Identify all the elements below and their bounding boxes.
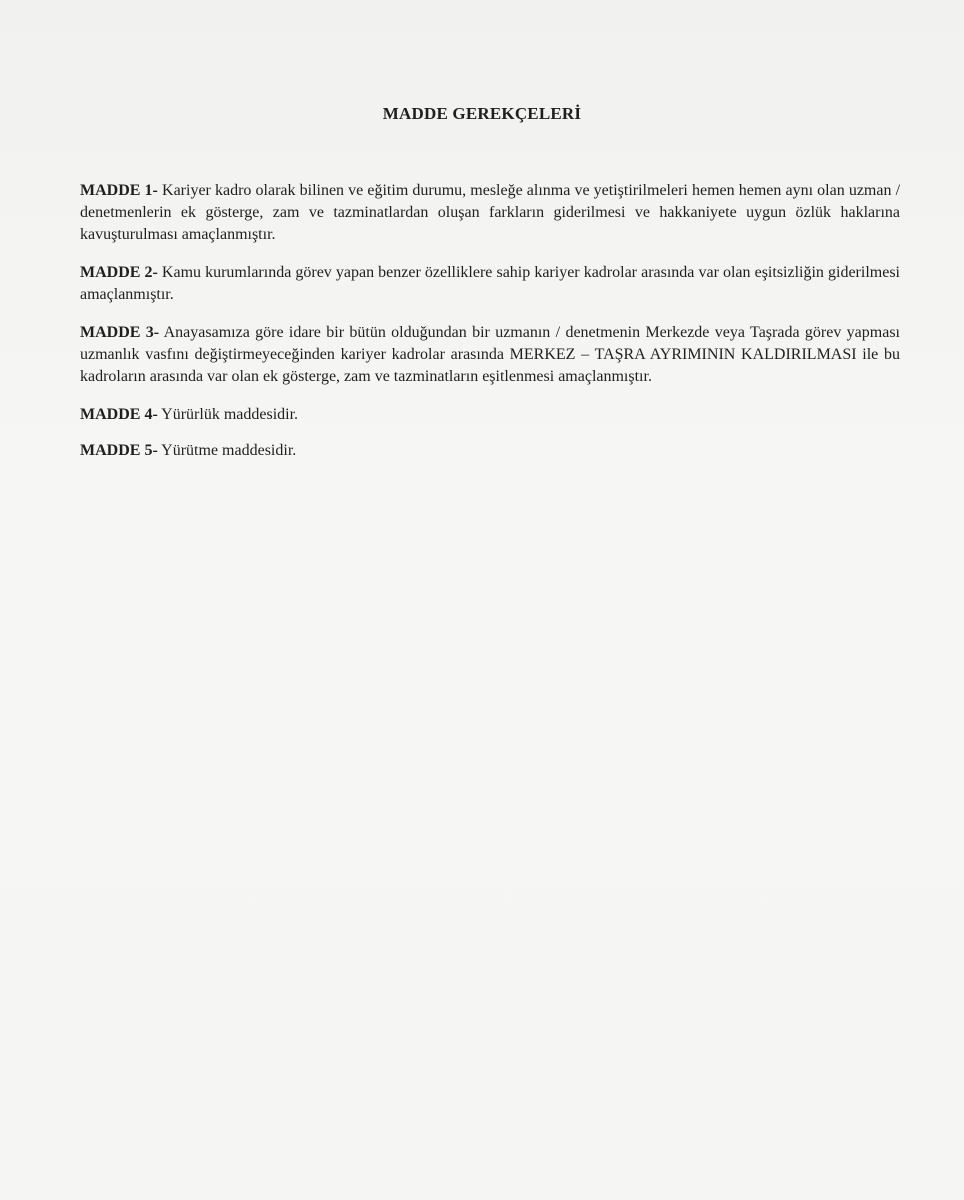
- article-1-text: Kariyer kadro olarak bilinen ve eğitim durumu, mesleğe alınma ve yetiştirilmeleri hemen hemen aynı olan uzman / denetmenlerin ek gösterge, zam ve tazminatlardan oluşan farkların giderilmesi ve hakkaniyete uygun özlük haklarına kavuşturulması amaçlanmıştır.: [80, 182, 901, 243]
- article-list: [80, 180, 900, 476]
- article-3: [80, 322, 900, 388]
- article-4: [80, 404, 900, 426]
- article-3-label: MADDE 3-: [80, 324, 160, 341]
- article-1-label: MADDE 1-: [80, 182, 158, 199]
- article-2: [80, 262, 900, 306]
- article-2-label: MADDE 2-: [80, 264, 158, 281]
- article-3-text: Anayasamıza göre idare bir bütün olduğundan bir uzmanın / denetmenin Merkezde veya Taşrada görev yapması uzmanlık vasfını değiştirmeyeceğinden kariyer kadrolar arasında MERKEZ – TAŞRA AYRIMININ KALDIRILMASI ile bu kadroların arasında var olan ek gösterge, zam ve tazminatların eşitlenmesi amaçlanmıştır.: [80, 324, 901, 385]
- article-4-label: MADDE 4-: [80, 406, 158, 423]
- article-1: [80, 180, 900, 246]
- article-4-text: Yürürlük maddesidir.: [161, 406, 299, 423]
- document-title: MADDE GEREKÇELERİ: [382, 104, 582, 123]
- article-2-text: Kamu kurumlarında görev yapan benzer özelliklere sahip kariyer kadrolar arasında var olan eşitsizliğin giderilmesi amaçlanmıştır.: [80, 264, 900, 303]
- article-5: [80, 440, 900, 462]
- article-5-label: MADDE 5-: [80, 442, 158, 459]
- article-5-text: Yürütme maddesidir.: [161, 442, 297, 459]
